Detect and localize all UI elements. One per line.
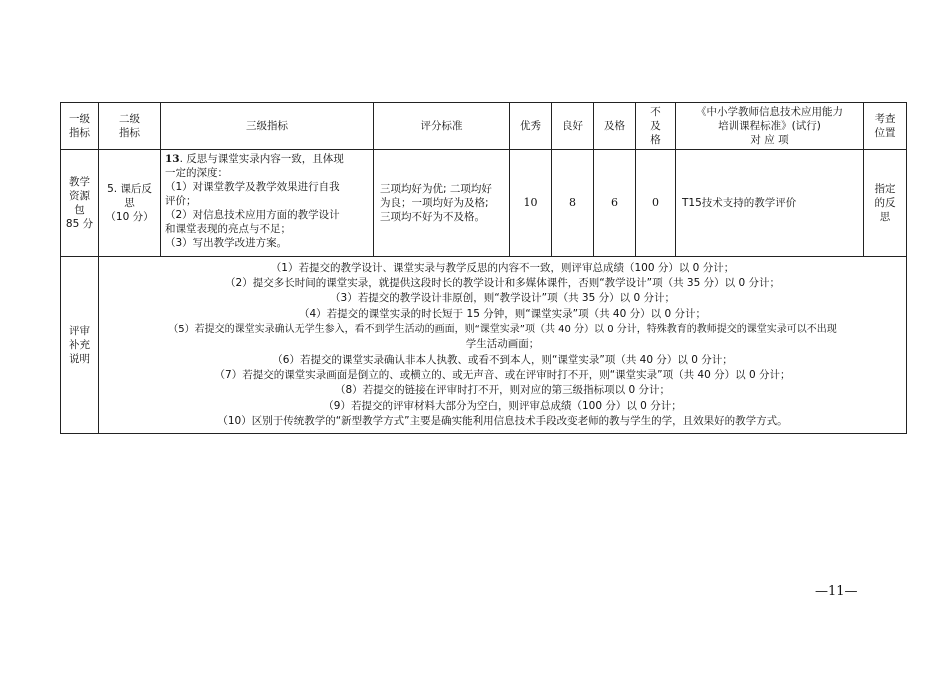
header-good: 良好 (552, 103, 594, 150)
criteria-cell: 三项均好为优; 二项均好 为良；一项均好为及格; 三项均不好为不及格。 (374, 150, 510, 257)
header-level3: 三级指标 (161, 103, 374, 150)
fail-score: 0 (636, 150, 676, 257)
header-standard: 《中小学教师信息技术应用能力 培训课程标准》(试行) 对 应 项 (676, 103, 864, 150)
note-line: （1）若提交的教学设计、课堂实录与教学反思的内容不一致，则评审总成绩（100 分）以 0 分计； (270, 261, 735, 274)
note-line: （5）若提交的课堂实录确认无学生参入，看不到学生活动的画面，则“课堂实录”项（共 40 分）以 0 分计，特殊教育的教师提交的课堂实录可以不出现 (168, 324, 837, 336)
notes-label: 评审 补充 说明 (61, 257, 99, 434)
header-criteria: 评分标准 (374, 103, 510, 150)
level1-cell: 教学 资源 包 85 分 (61, 150, 99, 257)
note-line: （2）提交多长时间的课堂实录，就提供这段时长的教学设计和多媒体课件，否则“教学设计”项（共 35 分）以 0 分计； (225, 277, 780, 290)
good-score: 8 (552, 150, 594, 257)
evaluation-table (60, 102, 907, 434)
notes-row (61, 257, 907, 434)
header-level2: 二级 指标 (99, 103, 161, 150)
header-location: 考查 位置 (864, 103, 907, 150)
standard-cell: T15技术支持的教学评价 (676, 150, 864, 257)
note-line: （6）若提交的课堂实录确认非本人执教、或看不到本人，则“课堂实录”项（共 40 分）以 0 分计； (272, 353, 733, 366)
note-line: （9）若提交的评审材料大部分为空白，则评审总成绩（100 分）以 0 分计； (323, 399, 682, 412)
level3-number: 13 (165, 153, 180, 165)
notes-content (99, 257, 907, 434)
level3-title: . 反思与课堂实录内容一致，且体现 (179, 153, 344, 165)
header-level1: 一级 指标 (61, 103, 99, 150)
note-line: （8）若提交的链接在评审时打不开，则对应的第三级指标项以 0 分计； (334, 384, 671, 397)
header-fail: 不 及 格 (636, 103, 676, 150)
pass-score: 6 (594, 150, 636, 257)
note-line: （10）区别于传统教学的“新型教学方式”主要是确实能利用信息技术手段改变老师的教与学生的学，且效果好的教学方式。 (217, 414, 788, 427)
table-row (61, 150, 907, 257)
note-line: （7）若提交的课堂实录画面是倒立的、或横立的、或无声音、或在评审时打不开，则“课堂实录”项（共 40 分）以 0 分计； (214, 368, 791, 381)
header-pass: 及格 (594, 103, 636, 150)
note-line: （3）若提交的教学设计非原创，则“教学设计”项（共 35 分）以 0 分计； (330, 292, 675, 305)
level2-cell: 5. 课后反 思 （10 分） (99, 150, 161, 257)
excellent-score: 10 (510, 150, 552, 257)
page-number: —11— (815, 584, 858, 599)
note-line: 学生活动画面； (465, 338, 540, 351)
level3-cell: 13. 反思与课堂实录内容一致，且体现 一定的深度： （1）对课堂教学及教学效果进行自我 评价； （2）对信息技术应用方面的教学设计 和课堂表现的亮点与不足； （3）写出教学改进方案。 (161, 150, 374, 257)
location-cell: 指定 的反 思 (864, 150, 907, 257)
note-line: （4）若提交的课堂实录的时长短于 15 分钟，则“课堂实录”项（共 40 分）以 0 分计； (299, 307, 706, 320)
header-row (61, 103, 907, 150)
header-excellent: 优秀 (510, 103, 552, 150)
